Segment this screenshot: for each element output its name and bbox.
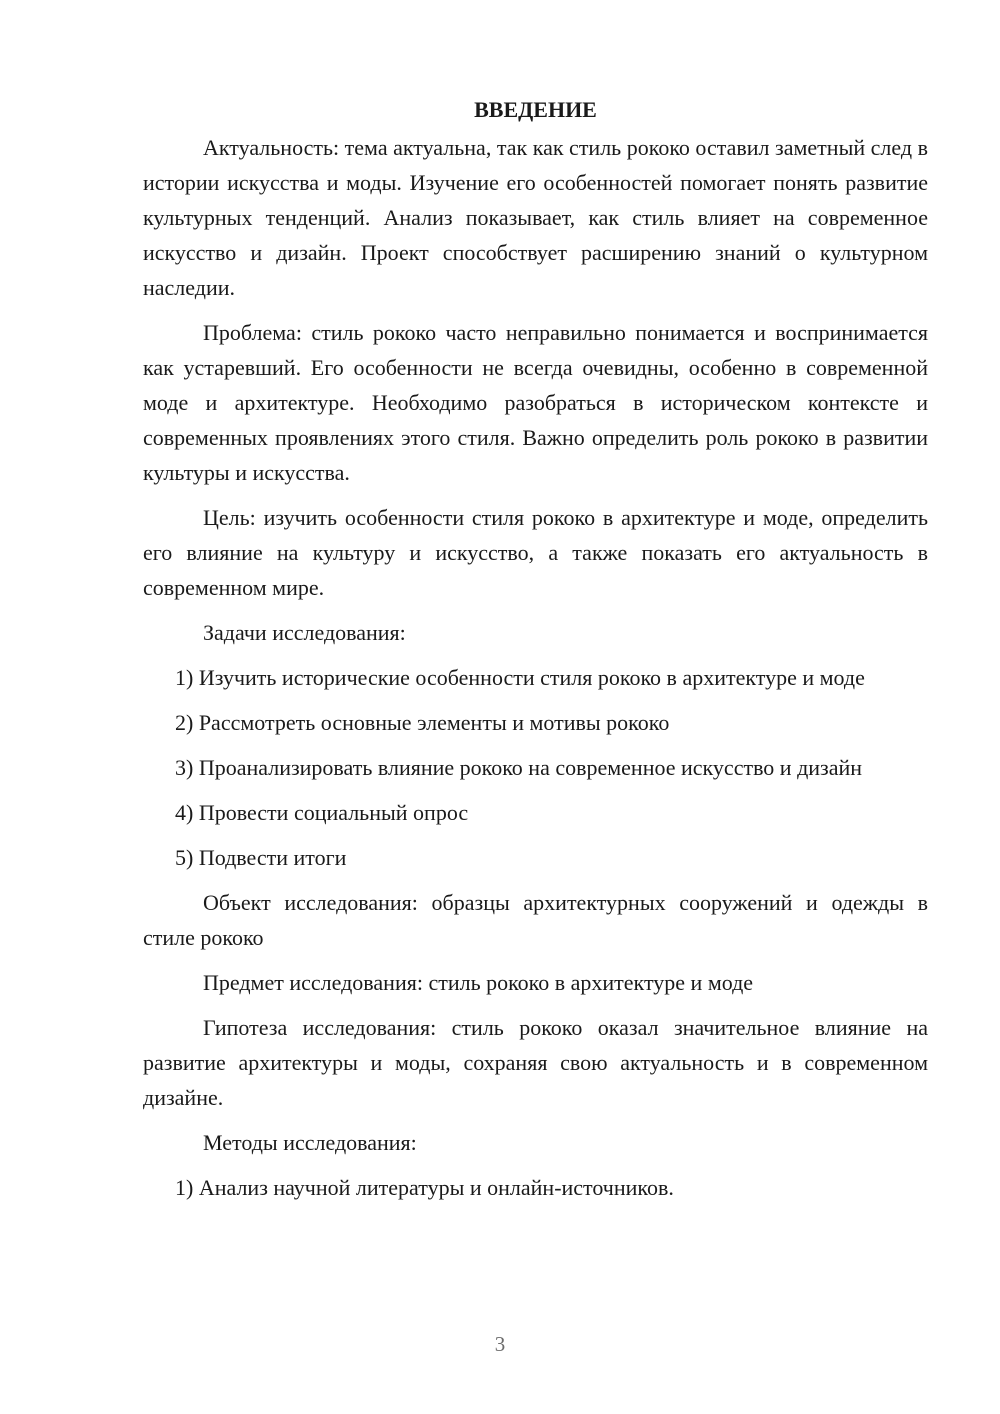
method-item: 1) Анализ научной литературы и онлайн-источников. [175,1175,674,1200]
task-item: 3) Проанализировать влияние рококо на современное искусство и дизайн [175,755,863,780]
subject-paragraph: Предмет исследования: стиль рококо в архитектуре и моде [203,970,754,995]
section-title: ВВЕДЕНИЕ [474,97,597,122]
goal-paragraph: Цель: изучить особенности стиля рококо в архитектуре и моде, определить его влияние на культуру и искусство, а также показать его актуальность в современном мире. [143,505,928,600]
tasks-heading: Задачи исследования: [203,620,406,645]
task-item: 5) Подвести итоги [175,845,347,870]
relevance-paragraph: Актуальность: тема актуальна, так как стиль рококо оставил заметный след в истории искусства и моды. Изучение его особенностей помогает понять развитие культурных тенденций. Анализ показывает, как стиль влияет на современное искусство и дизайн. Проект способствует расширению знаний о культурном наследии. [143,135,928,300]
document-page [143,95,928,1215]
task-item: 2) Рассмотреть основные элементы и мотивы рококо [175,710,670,735]
page-number: 3 [494,1332,506,1356]
object-paragraph: Объект исследования: образцы архитектурных сооружений и одежды в стиле рококо [143,890,928,950]
problem-paragraph: Проблема: стиль рококо часто неправильно понимается и воспринимается как устаревший. Его особенности не всегда очевидны, особенно в современной моде и архитектуре. Необходимо разобраться в историческом контексте и современных проявлениях этого стиля. Важно определить роль рококо в развитии культуры и искусства. [143,320,928,485]
hypothesis-paragraph: Гипотеза исследования: стиль рококо оказал значительное влияние на развитие архитектуры и моды, сохраняя свою актуальность и в современном дизайне. [143,1015,928,1110]
methods-heading: Методы исследования: [203,1130,417,1155]
task-item: 1) Изучить исторические особенности стиля рококо в архитектуре и моде [175,665,865,690]
task-item: 4) Провести социальный опрос [175,800,469,825]
